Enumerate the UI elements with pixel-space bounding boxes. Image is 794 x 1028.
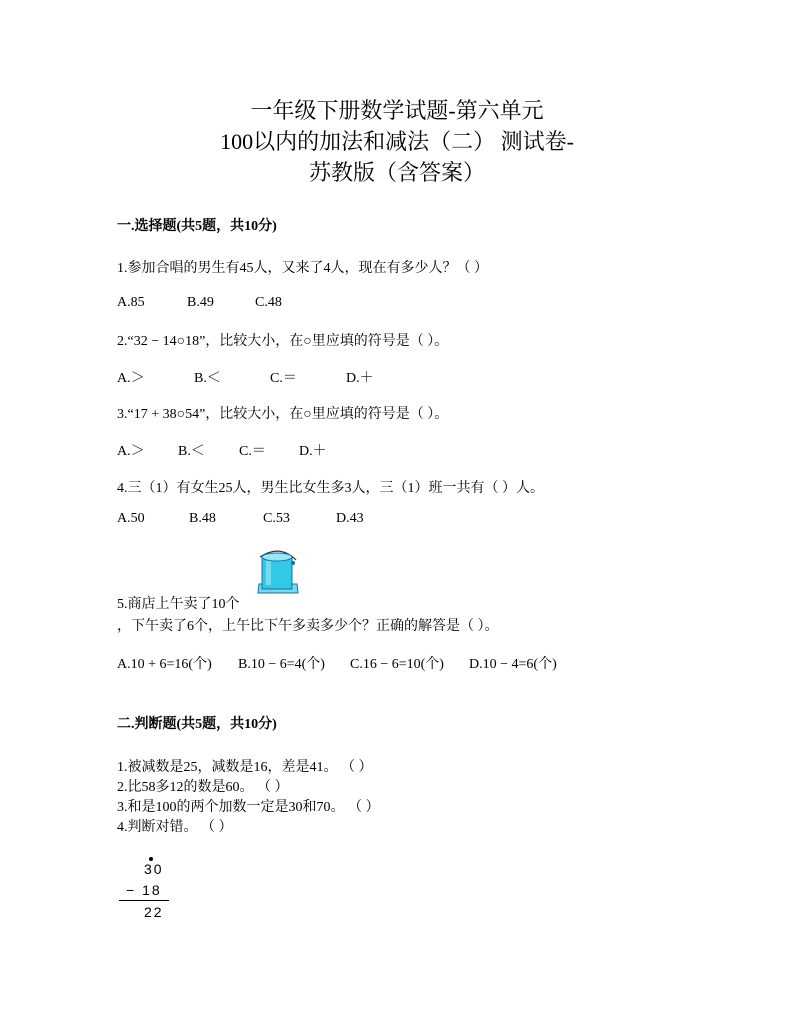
option-c[interactable]: C.53: [263, 511, 290, 526]
option-b[interactable]: B.10 − 6=4(个): [238, 657, 325, 672]
vertical-subtrahend: − 18: [126, 882, 162, 898]
question-2: 2.“32 − 14○18”，比较大小，在○里应填的符号是（ ）。: [117, 334, 449, 349]
option-d[interactable]: D.10 − 4=6(个): [469, 657, 557, 672]
doc-title-line2: 100以内的加法和减法（二） 测试卷-: [220, 129, 574, 154]
option-b[interactable]: B.49: [187, 295, 214, 310]
question-3: 3.“17 + 38○54”，比较大小，在○里应填的符号是（ ）。: [117, 407, 449, 422]
judge-item-2: 2.比58多12的数是60。 （ ）: [117, 780, 289, 795]
question-1: 1.参加合唱的男生有45人，又来了4人，现在有多少人？（ ）: [117, 261, 488, 276]
option-a[interactable]: A.10 + 6=16(个): [117, 657, 212, 672]
option-a[interactable]: A.＞: [117, 444, 145, 459]
option-b[interactable]: B.＜: [194, 371, 221, 386]
option-a[interactable]: A.50: [117, 511, 145, 526]
question-3-options: [117, 440, 327, 460]
vertical-top-number: 30: [144, 861, 164, 877]
question-5-options: [117, 653, 557, 673]
doc-title-line1: 一年级下册数学试题-第六单元: [250, 98, 544, 123]
option-d[interactable]: D.＋: [346, 371, 374, 386]
question-5-line2: ，下午卖了6个，上午比下午多卖多少个？正确的解答是（ ）。: [117, 619, 499, 634]
question-2-options: [117, 367, 374, 387]
section2-heading: 二.判断题(共5题，共10分): [117, 717, 277, 732]
vertical-line: [119, 900, 169, 901]
question-4: 4.三（1）有女生25人，男生比女生多3人，三（1）班一共有（ ）人。: [117, 481, 544, 496]
option-c[interactable]: C.16 − 6=10(个): [350, 657, 444, 672]
vertical-result: 22: [144, 904, 164, 920]
option-c[interactable]: C.48: [255, 295, 282, 310]
question-4-options: [117, 511, 364, 527]
judge-item-4: 4.判断对错。 （ ）: [117, 820, 233, 835]
option-d[interactable]: D.43: [336, 511, 364, 526]
question-1-options: [117, 295, 282, 311]
option-c[interactable]: C.＝: [270, 371, 297, 386]
judge-item-1: 1.被减数是25，减数是16，差是41。 （ ）: [117, 760, 373, 775]
option-c[interactable]: C.＝: [239, 444, 266, 459]
doc-title-line3: 苏教版（含答案）: [308, 160, 485, 185]
section1-heading: 一.选择题(共5题，共10分): [117, 219, 277, 234]
option-b[interactable]: B.＜: [178, 444, 205, 459]
option-b[interactable]: B.48: [189, 511, 216, 526]
bucket-icon: [256, 548, 300, 598]
option-a[interactable]: A.85: [117, 295, 145, 310]
judge-item-3: 3.和是100的两个加数一定是30和70。 （ ）: [117, 800, 380, 815]
option-d[interactable]: D.＋: [299, 444, 327, 459]
question-5-line1: 5.商店上午卖了10个: [117, 597, 240, 612]
option-a[interactable]: A.＞: [117, 371, 145, 386]
